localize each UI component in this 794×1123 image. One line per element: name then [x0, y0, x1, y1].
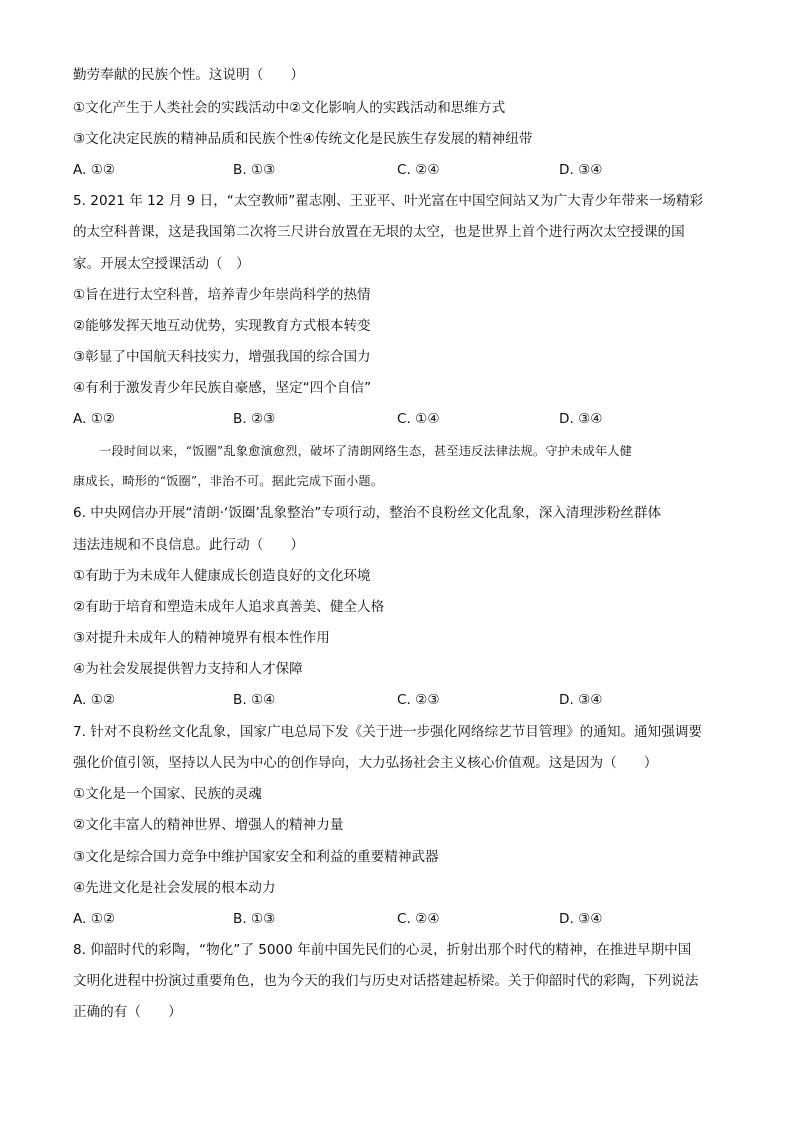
q4-items-1-2: ①文化产生于人类社会的实践活动中②文化影响人的实践活动和思维方式	[73, 100, 506, 116]
q7-option-b[interactable]: B. ①③	[233, 911, 276, 927]
q7-option-a[interactable]: A. ①②	[73, 911, 116, 927]
q4-option-d[interactable]: D. ③④	[559, 162, 603, 178]
q7-item-2: ②文化丰富人的精神世界、增强人的精神力量	[73, 817, 344, 833]
q8-stem-line-3: 正确的有（ ）	[73, 1004, 182, 1020]
q5-option-c[interactable]: C. ①④	[397, 411, 440, 427]
q5-stem-line-1: 5. 2021 年 12 月 9 日，“太空教师”翟志刚、王亚平、叶光富在中国空间站又为广大青少年带来一场精彩	[73, 193, 704, 209]
q8-stem-line-1: 8. 仰韶时代的彩陶，“物化”了 5000 年前中国先民们的心灵，折射出那个时代的精神，在推进早期中国	[73, 942, 692, 958]
q6-item-3: ③对提升未成年人的精神境界有根本性作用	[73, 630, 330, 646]
q5-item-3: ③彰显了中国航天科技实力，增强我国的综合国力	[73, 349, 371, 365]
q6-item-4: ④为社会发展提供智力支持和人才保障	[73, 661, 303, 677]
q5-stem-line-2: 的太空科普课，这是我国第二次将三尺讲台放置在无垠的太空，也是世界上首个进行两次太空授课的国	[73, 224, 685, 240]
q5-item-2: ②能够发挥天地互动优势，实现教育方式根本转变	[73, 318, 371, 334]
q6-option-a[interactable]: A. ①②	[73, 692, 116, 708]
q7-stem-line-1: 7. 针对不良粉丝文化乱象，国家广电总局下发《关于进一步强化网络综艺节目管理》的通知。通知强调要	[73, 724, 703, 740]
q4-stem-continuation: 勤劳奉献的民族个性。这说明（ ）	[73, 67, 305, 83]
q7-option-d[interactable]: D. ③④	[559, 911, 603, 927]
material-line-1	[73, 442, 723, 460]
q5-item-1: ①旨在进行太空科普，培养青少年崇尚科学的热情	[73, 287, 371, 303]
q6-stem-line-1: 6. 中央网信办开展“清朗·‘饭圈’乱象整治”专项行动，整治不良粉丝文化乱象，深入清理涉粉丝群体	[73, 505, 662, 521]
q6-option-d[interactable]: D. ③④	[559, 692, 603, 708]
q7-item-3: ③文化是综合国力竞争中维护国家安全和利益的重要精神武器	[73, 849, 439, 865]
material-line-2: 康成长，畸形的“饭圈”，非治不可。据此完成下面小题。	[73, 474, 384, 488]
q4-options	[73, 161, 733, 179]
q6-item-2: ②有助于培育和塑造未成年人追求真善美、健全人格	[73, 599, 385, 615]
q6-item-1: ①有助于为未成年人健康成长创造良好的文化环境	[73, 568, 371, 584]
q5-option-b[interactable]: B. ②③	[233, 411, 276, 427]
material-text-1: 一段时间以来，“饭圈”乱象愈演愈烈，破坏了清朗网络生态，甚至违反法律法规。守护未成年人健	[99, 444, 633, 458]
q6-option-b[interactable]: B. ①④	[233, 692, 276, 708]
q4-option-c[interactable]: C. ②④	[397, 162, 440, 178]
q4-option-a[interactable]: A. ①②	[73, 162, 116, 178]
q7-item-1: ①文化是一个国家、民族的灵魂	[73, 786, 262, 802]
q7-options	[73, 910, 733, 928]
q5-option-d[interactable]: D. ③④	[559, 411, 603, 427]
q6-stem-line-2: 违法违规和不良信息。此行动（ ）	[73, 537, 305, 553]
q5-option-a[interactable]: A. ①②	[73, 411, 116, 427]
q6-options	[73, 691, 733, 709]
q7-stem-line-2: 强化价值引领，坚持以人民为中心的创作导向，大力弘扬社会主义核心价值观。这是因为（ ）	[73, 755, 658, 771]
q5-item-4: ④有利于激发青少年民族自豪感，坚定“四个自信”	[73, 380, 372, 396]
q7-item-4: ④先进文化是社会发展的根本动力	[73, 880, 276, 896]
q6-option-c[interactable]: C. ②③	[397, 692, 440, 708]
q4-option-b[interactable]: B. ①③	[233, 162, 276, 178]
q5-options	[73, 410, 733, 428]
q4-items-3-4: ③文化决定民族的精神品质和民族个性④传统文化是民族生存发展的精神纽带	[73, 131, 533, 147]
q7-option-c[interactable]: C. ②④	[397, 911, 440, 927]
q8-stem-line-2: 文明化进程中扮演过重要角色，也为今天的我们与历史对话搭建起桥梁。关于仰韶时代的彩陶，下列说法	[73, 973, 699, 989]
q5-stem-line-3: 家。开展太空授课活动（ ）	[73, 256, 250, 272]
